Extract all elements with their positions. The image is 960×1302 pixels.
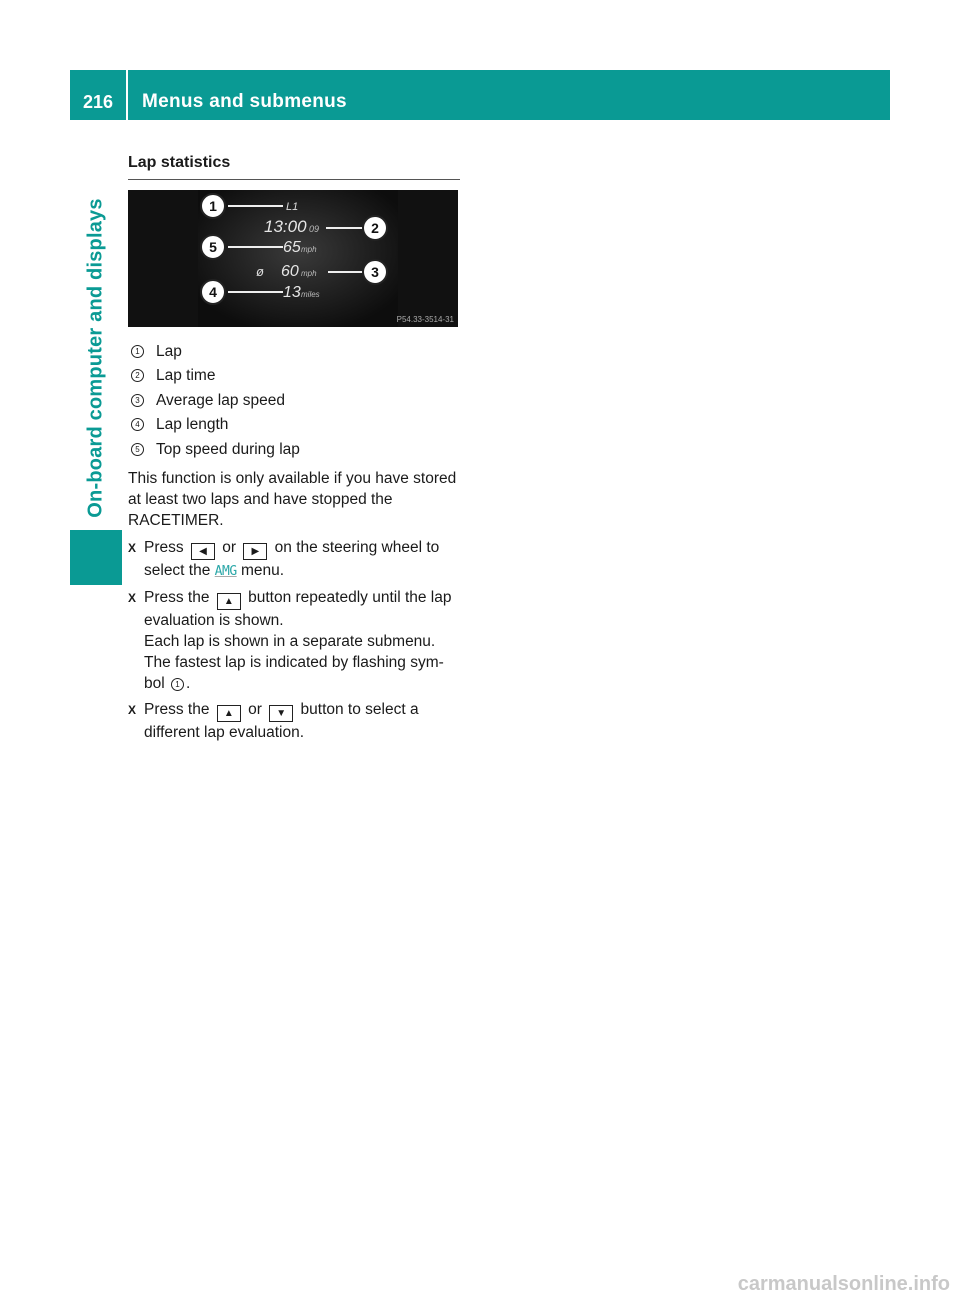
legend-label: Lap length (156, 416, 229, 434)
callout-2 (363, 216, 387, 240)
main-content (128, 150, 460, 748)
svg-text:1: 1 (209, 198, 217, 214)
instruction-step: X Press the ▲ or ▼ button to select a different lap evaluation. (128, 700, 419, 741)
instruction-step: X Press ◀ or ▶ on the steering wheel to select the AMG menu. (128, 537, 460, 582)
step-marker-icon: X (128, 702, 137, 717)
callout-number: 5 (131, 443, 144, 456)
legend-item (128, 388, 460, 413)
callout-4 (201, 280, 225, 304)
callout-number: 4 (131, 418, 144, 431)
instruction-step: X Press the ▲ button repeatedly until the lap evaluation is shown. Each lap is shown in a separate submenu. The fastest lap is indicated by flashing sym-bol 1 . (128, 588, 452, 692)
page-number: 216 (82, 92, 114, 112)
display-avg-speed: 60 (281, 263, 299, 280)
callout-number: 1 (131, 345, 144, 358)
display-lap-time-fraction: 09 (309, 224, 320, 234)
up-arrow-key-icon: ▲ (217, 593, 241, 610)
svg-text:3: 3 (371, 264, 379, 280)
legend-item (128, 364, 460, 389)
display-top-speed: 65 (283, 239, 301, 256)
left-arrow-key-icon: ◀ (191, 543, 215, 560)
display-top-speed-unit: mph (301, 245, 317, 254)
page-title: Menus and submenus (142, 91, 347, 112)
legend-item (128, 413, 460, 438)
callout-1 (201, 194, 225, 218)
callout-number: 1 (171, 678, 184, 691)
side-tab-label: On-board computer and displays (84, 198, 107, 518)
section-heading: Lap statistics (128, 152, 460, 180)
callout-number: 3 (131, 394, 144, 407)
svg-text:5: 5 (209, 239, 217, 255)
legend-label: Lap time (156, 367, 216, 385)
display-lap: L1 (286, 201, 299, 213)
side-tab-block (70, 530, 122, 585)
legend-item (128, 339, 460, 364)
header-divider (126, 70, 128, 120)
right-arrow-key-icon: ▶ (243, 543, 267, 560)
callout-number: 2 (131, 369, 144, 382)
callout-5 (201, 235, 225, 259)
legend-label: Average lap speed (156, 391, 285, 409)
display-lap-length: 13 (283, 284, 301, 301)
display-lap-time: 13:00 (264, 217, 307, 236)
image-code: P54.33-3514-31 (396, 315, 454, 324)
step-marker-icon: X (128, 540, 137, 555)
display-avg-speed-unit: mph (301, 269, 317, 278)
instrument-display-image (128, 190, 458, 327)
amg-menu-label: AMG (214, 563, 237, 579)
display-lap-length-unit: miles (301, 290, 320, 299)
intro-paragraph: This function is only available if you have stored at least two laps and have stopped the RACETIMER. (128, 469, 457, 529)
legend-label: Lap (156, 342, 182, 360)
legend-list (128, 339, 460, 462)
legend-label: Top speed during lap (156, 440, 300, 458)
step-marker-icon: X (128, 590, 137, 605)
callout-3 (363, 260, 387, 284)
display-avg-symbol: ø (256, 264, 264, 279)
side-tab (70, 128, 122, 588)
down-arrow-key-icon: ▼ (269, 705, 293, 722)
watermark: carmanualsonline.info (737, 1273, 950, 1295)
legend-item (128, 437, 460, 462)
svg-text:4: 4 (209, 284, 217, 300)
up-arrow-key-icon: ▲ (217, 705, 241, 722)
svg-text:2: 2 (371, 220, 379, 236)
